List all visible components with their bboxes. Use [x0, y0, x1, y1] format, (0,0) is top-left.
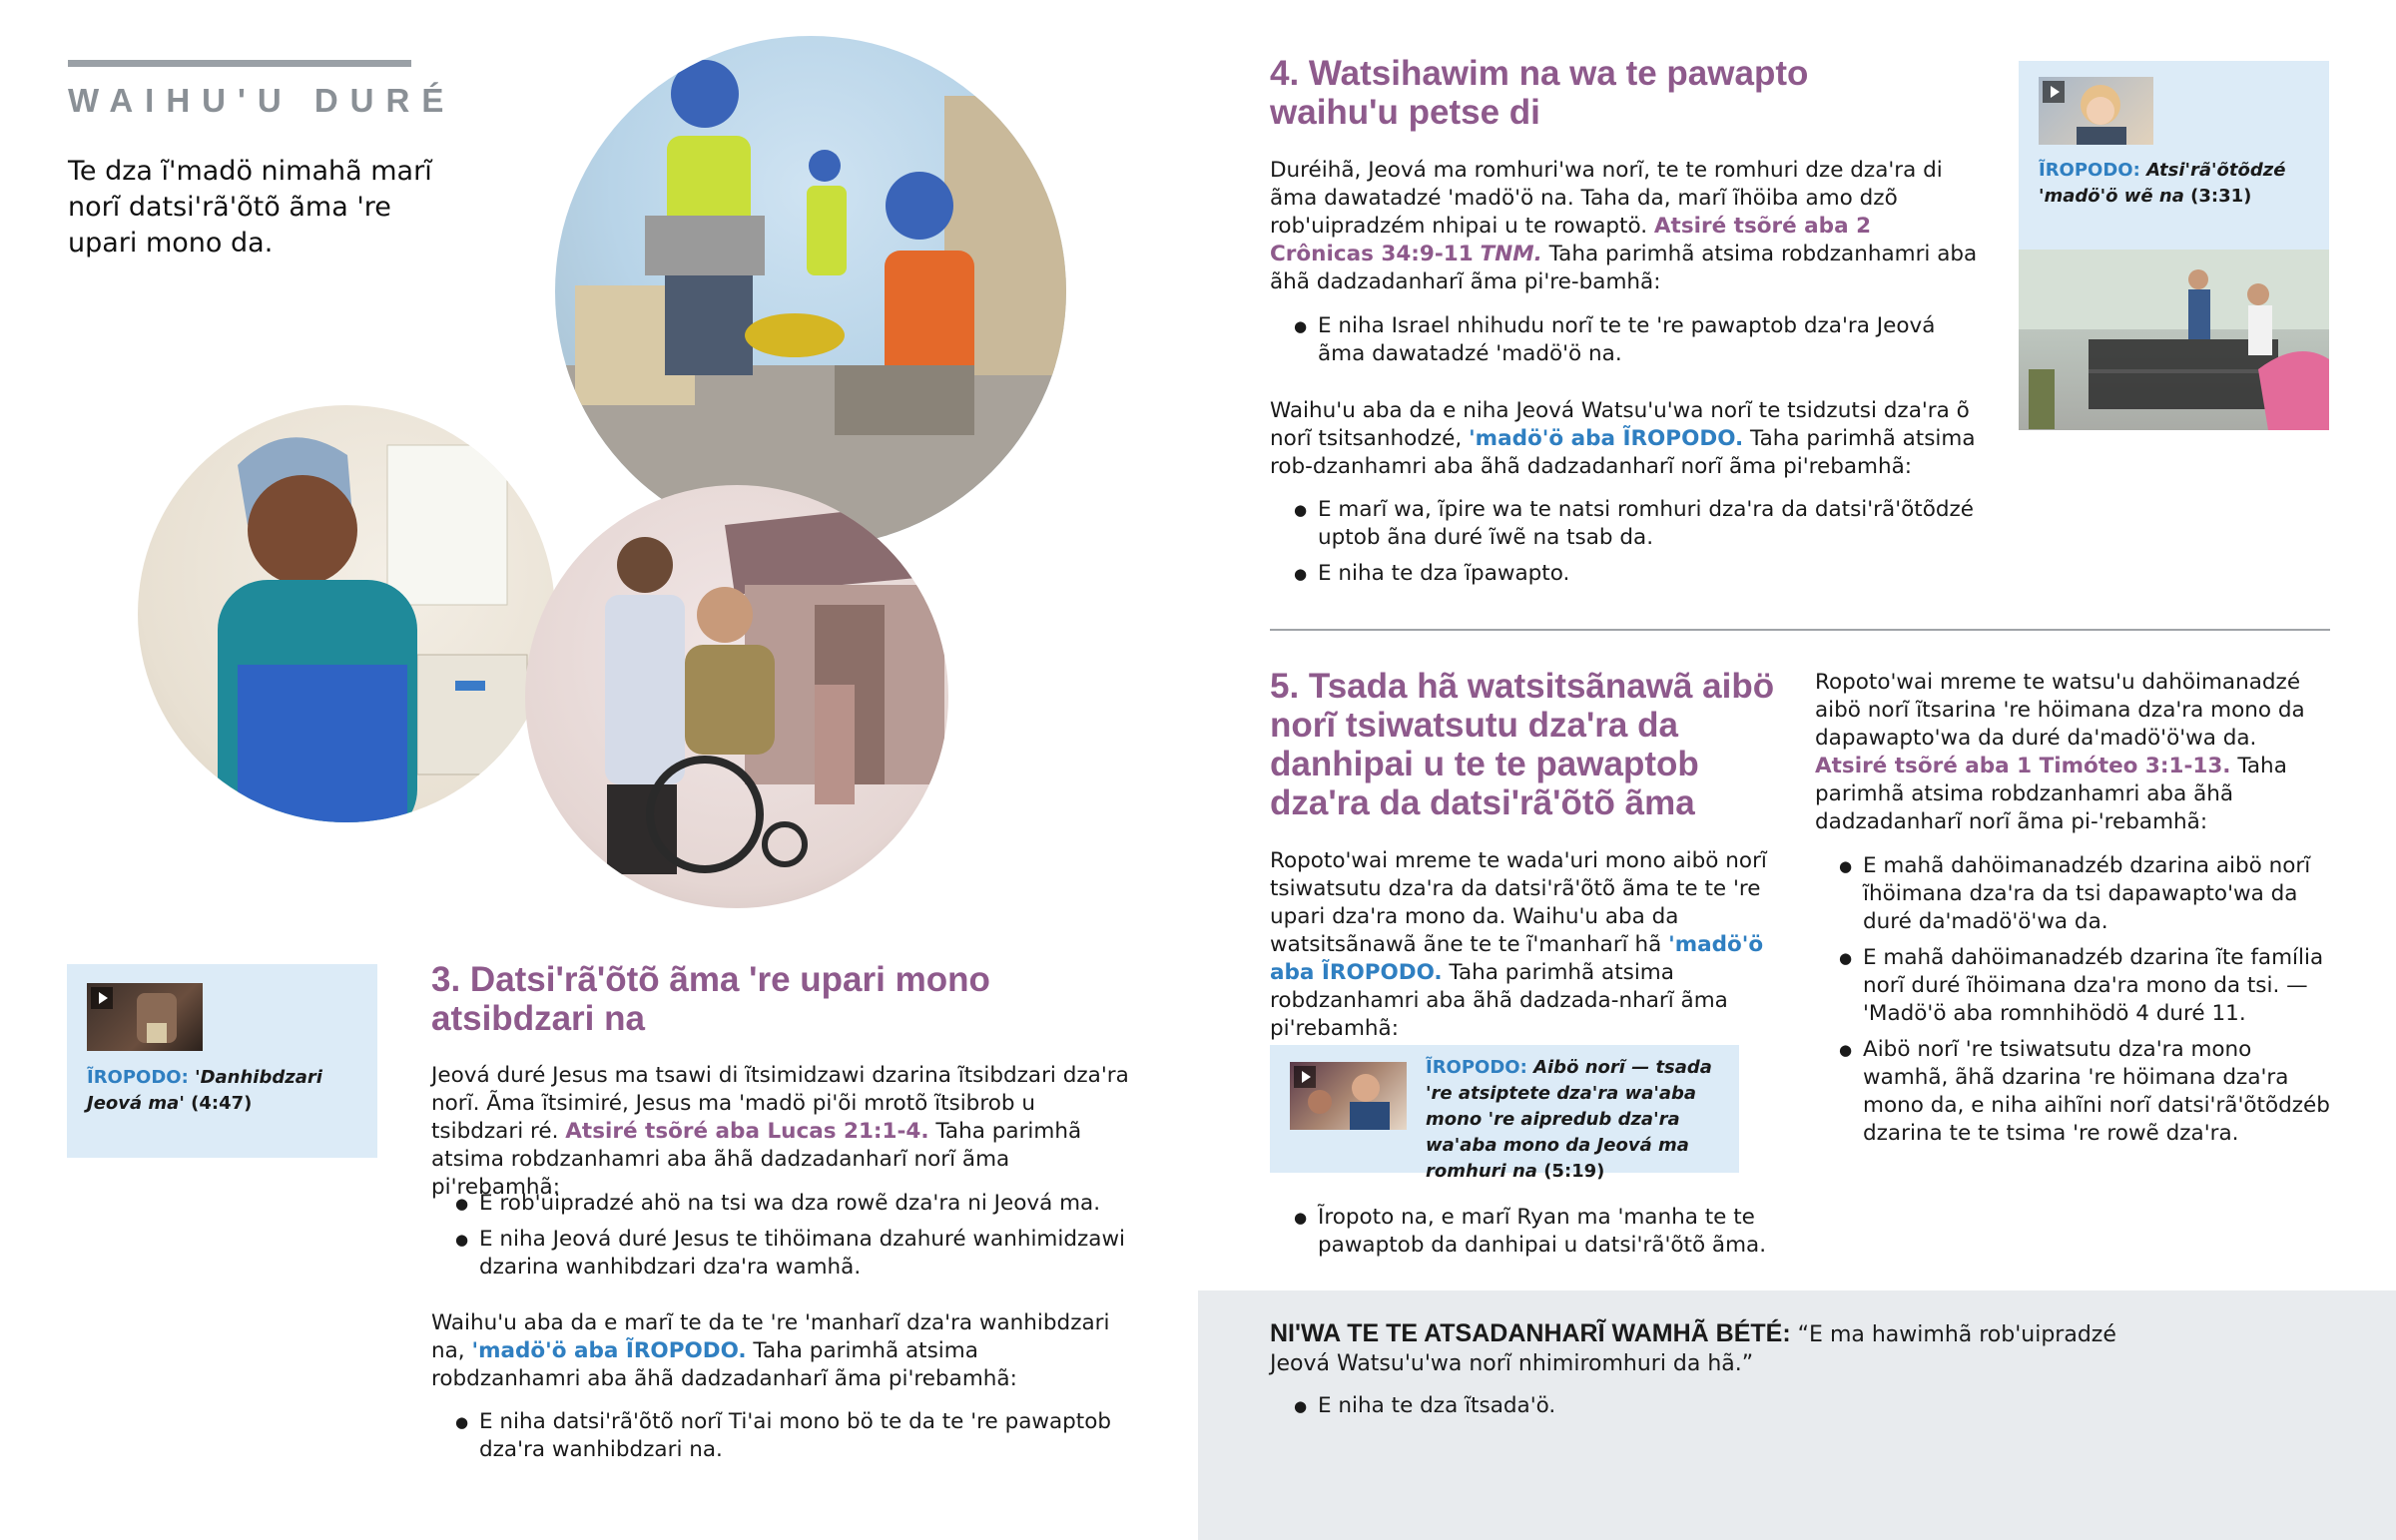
section-5-col2-prompt: Taha parimhã atsima robdzanhamri aba ãhã dadzadanharĩ norĩ ãma pi-'rebamhã: — [1815, 754, 2287, 834]
section-4-bullets-1 — [1270, 312, 1979, 376]
section-5-para1-prompt: Taha parimhã atsima robdzanhamri aba ãhã dadzada-nharĩ ãma pi'rebamhã: — [1270, 960, 1728, 1041]
list-item: ● E mahã dahöimanadzéb dzarina aibö norĩ ĩhöimana dza'ra da tsi dapawapto'wa da duré da'madö'ö'wa da. — [1815, 852, 2334, 936]
section-4-para1-text: Duréihã, Jeová ma romhuri'wa norĩ, te te romhuri dze dza'ra di ãma dawatadzé 'madö'ö na. Taha da, marĩ ĩhöiba amo dzõ rob'uipradzém nhipai u te rowaptö. — [1270, 158, 1943, 239]
section-5-paragraph-1 — [1270, 847, 1791, 1043]
section-5-para1-text: Ropoto'wai mreme te wada'uri mono aibö norĩ tsiwatsutu dza'ra da datsi'rã'õtõ ãma te te 're upari dza'ra mono da. Waihu'u aba da watsitsãnawã ãne te te ĩ'manharĩ hã — [1270, 848, 1767, 957]
list-item: ● E mahã dahöimanadzéb dzarina ĩte família norĩ duré ĩhöimana dza'ra mono da tsi. — 'Madö'ö aba romnhihödö 4 duré 11. — [1815, 944, 2334, 1028]
play-icon[interactable] — [1294, 1066, 1316, 1088]
scripture-reference-lucas[interactable]: Atsiré tsõré aba Lucas 21:1-4. — [565, 1119, 929, 1144]
section-5-column-2-paragraph — [1815, 669, 2334, 836]
section-4-paragraph-1 — [1270, 157, 1979, 296]
section-3-para1-text: Jeová duré Jesus ma tsawi di ĩtsimidzawi dzarina ĩtsibdzari dza'ra norĩ. Ãma ĩtsimiré, Jesus ma 'madö pi'õi mrotõ ĩtsibrob u tsibdzari ré. — [431, 1063, 1129, 1144]
video-tag: ĨROPODO: — [2039, 160, 2140, 181]
section-4-heading: 4. Watsihawim na wa te pawapto waihu'u petse di — [1270, 54, 1809, 132]
illustration-construction-workers — [555, 36, 1066, 547]
section-3-para2-prompt: Taha parimhã atsima robdzanhamri aba ãhã dadzadanharĩ ãma pi'rebamhã: — [431, 1338, 1017, 1391]
video-title: 'Danhibdzari Jeová ma' — [87, 1067, 322, 1114]
video-card-atsirabtodze[interactable] — [2019, 61, 2329, 430]
section-3-heading: 3. Datsi'rã'õtõ ãma 're upari mono atsibdzari na — [431, 960, 990, 1038]
summary-quote: “E ma hawimhã rob'uipradzé Jeová Watsu'u'wa norĩ nhimiromhuri da hã.” — [1270, 1322, 2116, 1376]
summary-label: NI'WA TE TE ATSADANHARĨ WAMHÃ BÉTÉ: — [1270, 1319, 1791, 1347]
list-item: ● E niha Jeová duré Jesus te tihöimana dzahuré wanhimidzawi dzarina wanhibdzari dza'ra wamhã. — [431, 1226, 1130, 1282]
section-4-bullets-2 — [1270, 496, 1979, 596]
video-link[interactable]: 'madö'ö aba ĨROPODO. — [471, 1338, 747, 1363]
section-3-paragraph-2 — [431, 1309, 1110, 1393]
section-3-bullets-2 — [431, 1408, 1130, 1472]
section-5-bullets-2 — [1815, 852, 2334, 1156]
section-4-para2-text: Waihu'u aba da e niha Jeová Watsu'u'wa norĩ te tsidzutsi dza'ra õ norĩ tsitsanhodzé, — [1270, 398, 1970, 451]
play-icon[interactable] — [91, 987, 113, 1009]
video-card-danhibdzari[interactable] — [67, 964, 377, 1158]
section-4-para2-prompt: Taha parimhã atsima rob-dzanhamri aba ãhã dadzadanharĩ norĩ ãma pi'rebamhã: — [1270, 426, 1976, 479]
scripture-reference-cronicas[interactable]: Atsiré tsõré aba 2 Crônicas 34:9-11 — [1270, 214, 1872, 266]
video-label — [1426, 1055, 1725, 1185]
video-tag: ĨROPODO: — [1426, 1057, 1527, 1078]
summary-text — [1270, 1319, 2128, 1378]
section-5-bullets-1 — [1270, 1204, 1789, 1268]
scripture-reference-tnm[interactable]: TNM. — [1480, 242, 1542, 266]
illustration-woman-donation-box — [138, 405, 555, 822]
illustration-man-wheelchair — [525, 485, 948, 908]
video-duration: (4:47) — [191, 1093, 253, 1114]
intro-text: Te dza ĩ'madö nimahã marĩ norĩ datsi'rã'õtõ ãma 're upari mono da. — [68, 156, 432, 258]
section-4-para1-prompt: Taha parimhã atsima robdzanhamri aba ãhã dadzadanharĩ ãma pi're-bamhã: — [1270, 242, 1978, 294]
list-item: ● E rob'uipradzé ahö na tsi wa dza rowẽ dza'ra ni Jeová ma. — [431, 1190, 1130, 1218]
list-item: ● E marĩ wa, ĩpire wa te natsi romhuri dza'ra da datsi'rã'õtõdzé uptob ãna duré ĩwẽ na tsab da. — [1270, 496, 1979, 552]
video-title: Aibö norĩ — tsada 're atsiptete dza'ra wa'aba mono 're aipredub dza'ra wa'aba mono da Jeová ma romhuri na — [1426, 1057, 1712, 1182]
video-thumbnail[interactable] — [2039, 77, 2153, 145]
section-3-para2-text: Waihu'u aba da e marĩ te da te 're 'manharĩ dza'ra wanhibdzari na, — [431, 1310, 1110, 1363]
list-item: ● E niha Israel nhihudu norĩ te te 're pawaptob dza'ra Jeová ãma dawatadzé 'madö'ö na. — [1270, 312, 1979, 368]
video-duration: (5:19) — [1543, 1161, 1605, 1182]
section-3-para1-prompt: Taha parimhã atsima robdzanhamri aba ãhã dadzadanharĩ norĩ ãma pi'rebamhã: — [431, 1119, 1082, 1200]
list-item: ● Aibö norĩ 're tsiwatsutu dza'ra mono wamhã, ãhã dzarina 're höimana dza'ra mono da, e niha aihĩni norĩ datsi'rã'õtõdzéb dzarina te te tsima 're rowẽ dza'ra. — [1815, 1036, 2334, 1148]
list-item: ● E niha datsi'rã'õtõ norĩ Ti'ai mono bö te da te 're pawaptob dza'ra wanhibdzari na. — [431, 1408, 1130, 1464]
video-thumbnail[interactable] — [1290, 1062, 1407, 1130]
scripture-reference-timoteo[interactable]: Atsiré tsõré aba 1 Timóteo 3:1-13. — [1815, 754, 2231, 778]
section-kicker: WAIHU'U DURÉ — [68, 82, 456, 119]
video-link[interactable]: 'madö'ö aba ĨROPODO. — [1270, 932, 1764, 985]
section-5-heading: 5. Tsada hã watsitsãnawã aibö norĩ tsiwatsutu dza'ra da danhipai u te te pawaptob dza'ra da datsi'rã'õtõ ãma — [1270, 667, 1775, 822]
list-item: ● E niha te dza ĩtsada'ö. — [1270, 1392, 2128, 1420]
video-thumbnail[interactable] — [87, 983, 203, 1051]
video-label — [2039, 158, 2318, 210]
section-4-paragraph-2 — [1270, 397, 1979, 481]
summary-bullets — [1270, 1392, 2128, 1428]
list-item: ● Ĩropoto na, e marĩ Ryan ma 'manha te te pawaptob da danhipai u datsi'rã'õtõ ãma. — [1270, 1204, 1789, 1260]
video-tag: ĨROPODO: — [87, 1067, 189, 1088]
section-5-col2-text: Ropoto'wai mreme te watsu'u dahöimanadzé aibö norĩ ĩtsarina 're höimana dza'ra mono da dapawapto'wa da duré da'madö'ö'wa da. — [1815, 670, 2305, 751]
video-duration: (3:31) — [2190, 186, 2252, 207]
video-label — [87, 1065, 364, 1117]
video-card-aibo-nori[interactable] — [1270, 1045, 1739, 1182]
list-item: ● E niha te dza ĩpawapto. — [1270, 560, 1979, 588]
section-divider — [1270, 629, 2330, 631]
photo-kingdom-hall-cleaning — [2019, 250, 2329, 430]
section-3-paragraph-1 — [431, 1062, 1130, 1202]
play-icon[interactable] — [2043, 81, 2065, 103]
section-3-bullets-1 — [431, 1190, 1130, 1289]
video-link[interactable]: 'madö'ö aba ĨROPODO. — [1469, 426, 1744, 451]
video-title: Atsi'rã'õtõdzé 'madö'ö wẽ na — [2039, 160, 2286, 207]
header-rule — [68, 60, 411, 67]
